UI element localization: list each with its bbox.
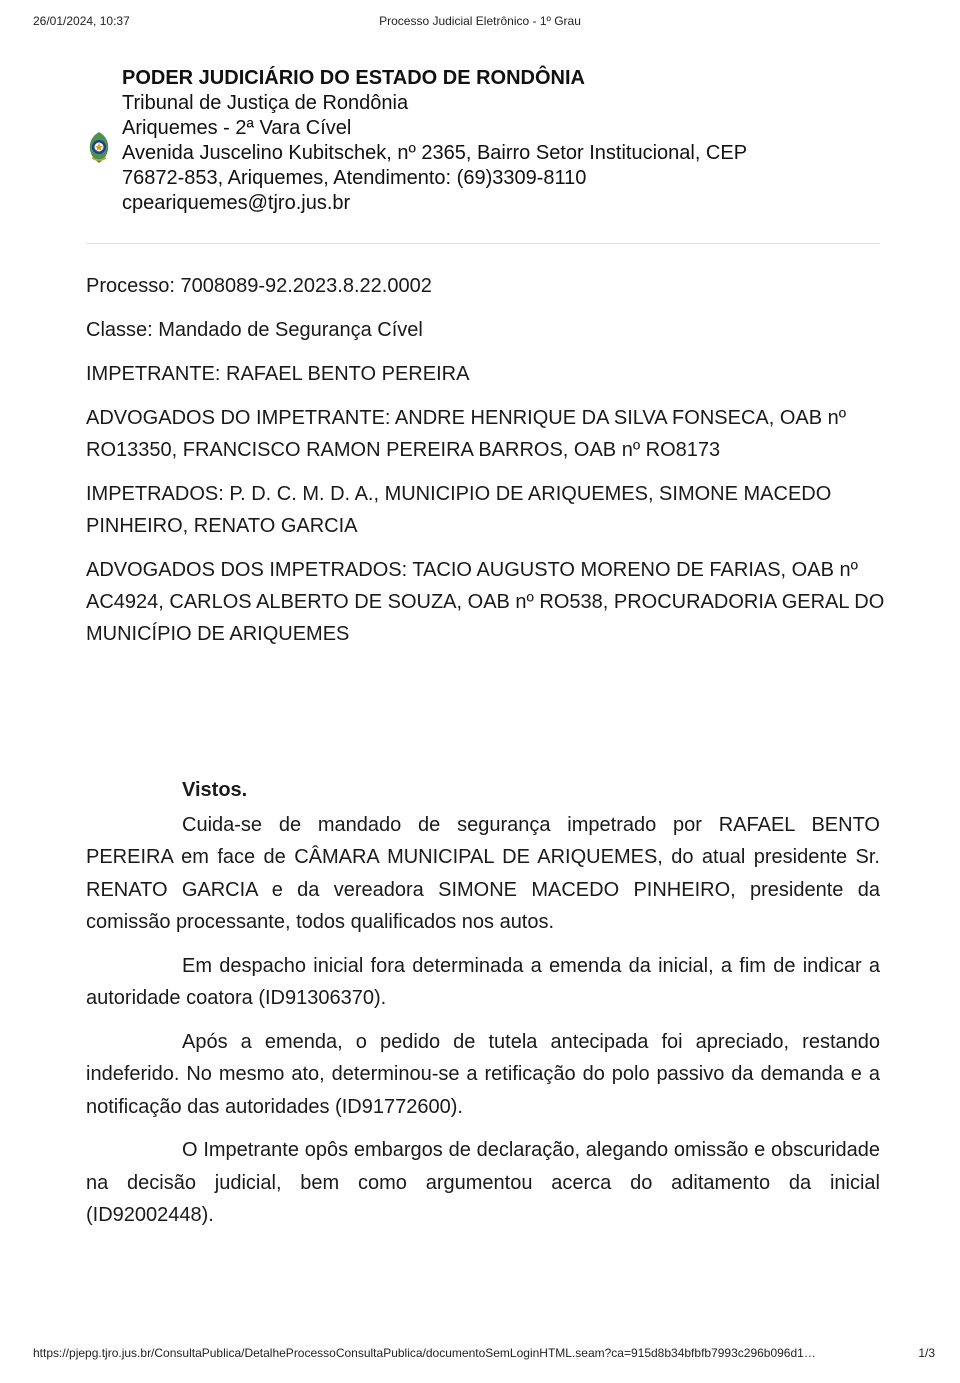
print-timestamp: 26/01/2024, 10:37 xyxy=(33,14,130,28)
tribunal-name: Tribunal de Justiça de Rondônia xyxy=(122,92,409,114)
case-class: Classe: Mandado de Segurança Cível xyxy=(86,319,423,341)
letterhead xyxy=(86,66,886,221)
decision-paragraph: Após a emenda, o pedido de tutela antecipada foi apreciado, restando indeferido. No mesmo ato, determinou-se a retificação do polo passivo da demanda e a notificação das autoridades (ID91772600). xyxy=(86,1030,880,1118)
rondonia-coat-of-arms-icon xyxy=(86,128,112,166)
vara-name: Ariquemes - 2ª Vara Cível xyxy=(122,117,352,139)
decision-heading: Vistos. xyxy=(182,779,248,801)
print-header xyxy=(33,14,927,30)
address-line-2: 76872-853, Ariquemes, Atendimento: (69)3309-8110 xyxy=(122,167,587,189)
case-number: Processo: 7008089-92.2023.8.22.0002 xyxy=(86,275,432,297)
decision-paragraph: O Impetrante opôs embargos de declaração, alegando omissão e obscuridade na decisão judicial, bem como argumentou acerca do aditamento da inicial (ID92002448). xyxy=(86,1139,880,1226)
header-divider xyxy=(86,243,880,244)
decision-paragraph: Cuida-se de mandado de segurança impetrado por RAFAEL BENTO PEREIRA em face de CÂMARA MUNICIPAL DE ARIQUEMES, do atual presidente Sr. RENATO GARCIA e da vereadora SIMONE MACEDO PINHEIRO, presidente da comissão processante, todos qualificados nos autos. xyxy=(86,813,880,933)
respondents: IMPETRADOS: P. D. C. M. D. A., MUNICIPIO DE ARIQUEMES, SIMONE MACEDO PINHEIRO, RENATO GARCIA xyxy=(86,483,832,537)
petitioner: IMPETRANTE: RAFAEL BENTO PEREIRA xyxy=(86,363,470,385)
print-footer xyxy=(33,1346,935,1362)
decision-body xyxy=(86,774,880,1243)
court-email: cpeariquemes@tjro.jus.br xyxy=(122,192,351,214)
address-line-1: Avenida Juscelino Kubitschek, nº 2365, Bairro Setor Institucional, CEP xyxy=(122,142,748,164)
respondent-lawyers: ADVOGADOS DOS IMPETRADOS: TACIO AUGUSTO MORENO DE FARIAS, OAB nº AC4924, CARLOS ALBERTO DE SOUZA, OAB nº RO538, PROCURADORIA GERAL DO MUNICÍPIO DE ARIQUEMES xyxy=(86,559,885,645)
page-number: 1/3 xyxy=(918,1346,935,1360)
court-name: PODER JUDICIÁRIO DO ESTADO DE RONDÔNIA xyxy=(122,67,585,89)
print-title: Processo Judicial Eletrônico - 1º Grau xyxy=(379,14,581,28)
letterhead-text xyxy=(122,66,886,216)
decision-paragraph: Em despacho inicial fora determinada a emenda da inicial, a fim de indicar a autoridade coatora (ID91306370). xyxy=(86,954,880,1009)
case-info xyxy=(86,270,886,662)
petitioner-lawyers: ADVOGADOS DO IMPETRANTE: ANDRE HENRIQUE DA SILVA FONSECA, OAB nº RO13350, FRANCISCO RAMON PEREIRA BARROS, OAB nº RO8173 xyxy=(86,407,847,461)
document-url: https://pjepg.tjro.jus.br/ConsultaPublica/DetalheProcessoConsultaPublica/documentoSemLoginHTML.seam?ca=915d8b34bfbfb7993c296b096d1… xyxy=(33,1346,816,1360)
